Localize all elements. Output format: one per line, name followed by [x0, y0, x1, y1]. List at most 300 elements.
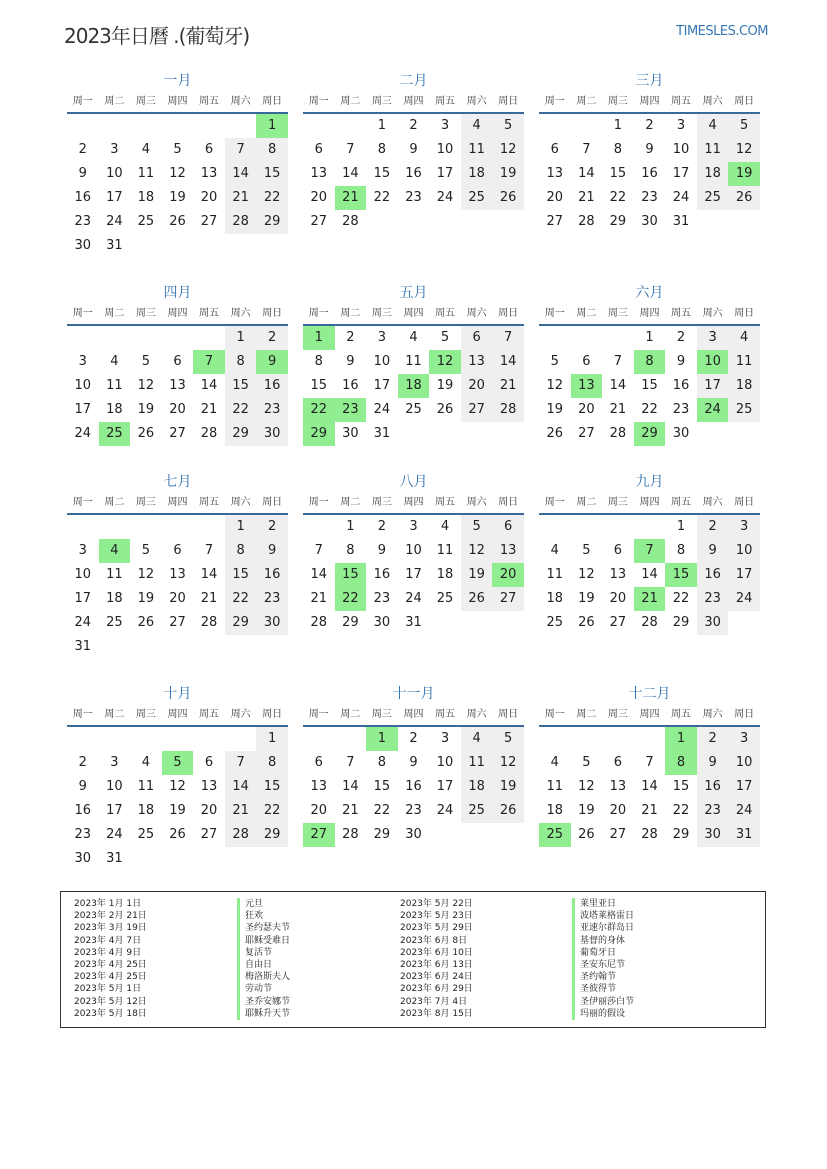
- day-cell: 28: [342, 827, 359, 842]
- day-cell: 15: [641, 378, 658, 393]
- empty-cell: [225, 114, 257, 138]
- day-cell: 13: [609, 567, 627, 582]
- day-cell: 11: [461, 751, 493, 775]
- day-cell: 27: [310, 214, 328, 229]
- empty-cell: [67, 515, 99, 539]
- holiday-date: 2023年 5月 23日: [400, 911, 473, 922]
- weekday-label: 周五: [435, 96, 456, 107]
- day-cell: 3: [78, 354, 87, 369]
- day-cell: 29: [609, 214, 627, 229]
- day-cell: 13: [609, 779, 627, 794]
- day-cell: 18: [546, 591, 564, 606]
- day-cell: 31: [106, 851, 123, 866]
- day-cell: 3: [440, 118, 450, 133]
- month-title: 八月: [399, 474, 428, 490]
- day-grid: [67, 114, 288, 258]
- day-cell: 30: [697, 611, 729, 635]
- weekday-label: 周二: [576, 96, 597, 107]
- day-cell: 22: [641, 402, 658, 417]
- empty-cell: [634, 727, 666, 751]
- day-cell: 19: [546, 402, 564, 417]
- day-cell: 12: [169, 166, 186, 181]
- empty-cell: [130, 727, 162, 751]
- holiday-names-right: [572, 898, 634, 1020]
- weekday-label: 周一: [544, 497, 565, 508]
- day-cell: 7: [582, 142, 591, 157]
- day-cell: 18: [137, 803, 155, 818]
- day-cell: 10: [672, 142, 690, 157]
- day-cell: 25: [697, 186, 729, 210]
- weekday-label: 周日: [734, 497, 755, 508]
- day-cell: 24: [436, 803, 454, 818]
- day-grid: [539, 326, 760, 446]
- holiday-name: 狂欢: [237, 910, 290, 922]
- day-cell: 2: [409, 731, 418, 746]
- day-cell: 22: [672, 803, 690, 818]
- day-cell: 11: [137, 166, 155, 181]
- day-cell: 19: [461, 563, 493, 587]
- day-cell: 17: [373, 378, 391, 393]
- day-cell: 31: [728, 823, 760, 847]
- day-cell: 20: [169, 402, 186, 417]
- day-cell: 1: [225, 515, 257, 539]
- day-cell: 12: [169, 779, 186, 794]
- day-cell: 1: [613, 118, 623, 133]
- page-title: 2023年日曆 .(葡萄牙): [64, 24, 250, 48]
- holiday-name: 圣伊丽莎白节: [572, 996, 634, 1008]
- month-6: [539, 282, 760, 446]
- weekday-label: 周日: [262, 709, 283, 720]
- day-cell: 11: [728, 350, 760, 374]
- day-cell: 26: [137, 615, 155, 630]
- day-cell: 21: [609, 402, 627, 417]
- weekday-label: 周四: [639, 308, 660, 319]
- weekday-label: 周一: [72, 709, 93, 720]
- day-cell: 17: [728, 563, 760, 587]
- day-cell: 17: [106, 190, 123, 205]
- weekday-label: 周二: [576, 308, 597, 319]
- day-cell: 17: [106, 803, 123, 818]
- weekday-label: 周五: [435, 308, 456, 319]
- weekday-header: [303, 304, 524, 326]
- day-cell: 22: [256, 799, 288, 823]
- holiday-date: 2023年 6月 8日: [400, 935, 468, 946]
- empty-cell: [335, 727, 367, 751]
- day-cell: 9: [409, 142, 418, 157]
- day-cell: 3: [377, 330, 387, 345]
- weekday-label: 周日: [262, 96, 283, 107]
- weekday-label: 周四: [167, 308, 188, 319]
- weekday-label: 周五: [199, 497, 220, 508]
- weekday-label: 周三: [607, 709, 628, 720]
- weekday-label: 周三: [371, 709, 392, 720]
- weekday-header: [539, 493, 760, 515]
- day-cell: 4: [550, 755, 559, 770]
- day-cell: 21: [342, 803, 359, 818]
- weekday-label: 周六: [702, 308, 723, 319]
- site-logo-text[interactable]: TIMESLES.COM: [676, 24, 768, 39]
- holiday-date: 2023年 5月 29日: [400, 923, 473, 934]
- day-cell: 8: [225, 539, 257, 563]
- day-cell: 24: [106, 214, 123, 229]
- day-cell: 18: [436, 567, 454, 582]
- day-cell: 8: [613, 142, 623, 157]
- day-cell: 26: [578, 827, 595, 842]
- holiday-name: 波塔莱格雷日: [572, 910, 634, 922]
- day-cell: 7: [613, 354, 623, 369]
- day-cell: 12: [728, 138, 760, 162]
- day-cell: 28: [200, 615, 218, 630]
- day-cell: 31: [106, 238, 123, 253]
- empty-cell: [539, 326, 571, 350]
- day-cell: 7: [314, 543, 323, 558]
- weekday-label: 周六: [702, 497, 723, 508]
- day-cell: 21: [335, 186, 367, 210]
- day-cell: 10: [436, 142, 454, 157]
- day-cell: 11: [137, 779, 155, 794]
- empty-cell: [99, 114, 131, 138]
- day-cell: 10: [74, 378, 92, 393]
- day-cell: 25: [99, 422, 131, 446]
- day-grid: [303, 515, 524, 635]
- weekday-header: [303, 493, 524, 515]
- day-cell: 20: [546, 190, 564, 205]
- holiday-date: 2023年 6月 10日: [400, 947, 473, 958]
- weekday-label: 周日: [734, 308, 755, 319]
- day-cell: 22: [303, 398, 335, 422]
- weekday-label: 周五: [199, 96, 220, 107]
- day-cell: 10: [697, 350, 729, 374]
- day-cell: 13: [169, 378, 186, 393]
- day-cell: 6: [314, 142, 323, 157]
- weekday-label: 周六: [466, 308, 487, 319]
- day-cell: 12: [461, 539, 493, 563]
- day-cell: 20: [169, 591, 186, 606]
- day-cell: 23: [335, 398, 367, 422]
- empty-cell: [571, 326, 603, 350]
- month-12: [539, 683, 760, 847]
- day-cell: 28: [641, 615, 658, 630]
- day-cell: 16: [342, 378, 359, 393]
- day-cell: 6: [204, 142, 214, 157]
- day-cell: 1: [676, 519, 686, 534]
- day-cell: 21: [225, 186, 257, 210]
- day-cell: 29: [342, 615, 359, 630]
- day-cell: 25: [137, 827, 155, 842]
- day-cell: 1: [366, 727, 398, 751]
- day-cell: 26: [169, 214, 186, 229]
- day-cell: 26: [436, 402, 454, 417]
- day-cell: 14: [342, 166, 359, 181]
- day-cell: 21: [310, 591, 328, 606]
- empty-cell: [539, 515, 571, 539]
- day-cell: 21: [492, 374, 524, 398]
- day-cell: 1: [256, 727, 288, 751]
- day-cell: 23: [697, 799, 729, 823]
- day-cell: 22: [256, 186, 288, 210]
- empty-cell: [193, 114, 225, 138]
- day-cell: 6: [550, 142, 559, 157]
- day-cell: 30: [405, 827, 422, 842]
- day-cell: 1: [645, 330, 654, 345]
- day-cell: 16: [405, 779, 422, 794]
- empty-cell: [335, 114, 367, 138]
- day-cell: 18: [398, 374, 430, 398]
- empty-cell: [67, 326, 99, 350]
- day-cell: 6: [582, 354, 591, 369]
- empty-cell: [162, 114, 194, 138]
- day-cell: 4: [110, 354, 119, 369]
- day-cell: 15: [310, 378, 328, 393]
- holiday-date: 2023年 5月 18日: [74, 1008, 147, 1019]
- month-11: [303, 683, 524, 847]
- empty-cell: [602, 326, 634, 350]
- day-cell: 21: [200, 402, 218, 417]
- month-2: [303, 70, 524, 234]
- month-title: 四月: [163, 285, 192, 301]
- day-cell: 28: [225, 823, 257, 847]
- day-cell: 2: [645, 118, 654, 133]
- month-3: [539, 70, 760, 234]
- day-cell: 23: [641, 190, 658, 205]
- weekday-header: [303, 92, 524, 114]
- day-cell: 28: [578, 214, 595, 229]
- day-cell: 29: [672, 827, 690, 842]
- day-cell: 4: [461, 727, 493, 751]
- empty-cell: [130, 114, 162, 138]
- day-cell: 9: [377, 543, 387, 558]
- empty-cell: [539, 727, 571, 751]
- empty-cell: [303, 727, 335, 751]
- empty-cell: [225, 727, 257, 751]
- day-cell: 3: [110, 142, 119, 157]
- weekday-label: 周三: [607, 96, 628, 107]
- day-cell: 27: [461, 398, 493, 422]
- weekday-label: 周五: [435, 497, 456, 508]
- day-cell: 9: [645, 142, 654, 157]
- day-cell: 4: [550, 543, 559, 558]
- day-cell: 16: [641, 166, 658, 181]
- day-cell: 17: [697, 374, 729, 398]
- day-cell: 14: [578, 166, 595, 181]
- day-cell: 1: [377, 118, 387, 133]
- day-cell: 29: [225, 422, 257, 446]
- weekday-label: 周一: [72, 308, 93, 319]
- empty-cell: [99, 326, 131, 350]
- empty-cell: [162, 727, 194, 751]
- day-cell: 18: [106, 591, 123, 606]
- day-cell: 15: [225, 563, 257, 587]
- empty-cell: [162, 515, 194, 539]
- month-title: 十一月: [392, 686, 435, 702]
- month-8: [303, 471, 524, 635]
- weekday-label: 周二: [340, 308, 361, 319]
- empty-cell: [99, 515, 131, 539]
- month-title: 十二月: [628, 686, 671, 702]
- weekday-label: 周三: [135, 308, 156, 319]
- day-cell: 13: [200, 779, 218, 794]
- day-grid: [539, 114, 760, 234]
- day-cell: 3: [440, 731, 450, 746]
- day-cell: 7: [645, 755, 654, 770]
- day-cell: 26: [169, 827, 186, 842]
- day-cell: 25: [461, 799, 493, 823]
- holiday-date: 2023年 2月 21日: [74, 911, 147, 922]
- day-cell: 8: [225, 350, 257, 374]
- weekday-label: 周日: [734, 96, 755, 107]
- holiday-name: 圣约翰节: [572, 971, 634, 983]
- holiday-name: 耶稣升天节: [237, 1008, 290, 1020]
- holiday-dates-right: [400, 898, 473, 1020]
- day-cell: 21: [641, 803, 658, 818]
- day-cell: 7: [193, 350, 225, 374]
- day-cell: 1: [256, 114, 288, 138]
- weekday-label: 周四: [639, 497, 660, 508]
- month-9: [539, 471, 760, 635]
- holiday-list: [60, 891, 766, 1028]
- day-cell: 15: [225, 374, 257, 398]
- weekday-label: 周日: [498, 497, 519, 508]
- day-cell: 13: [310, 166, 328, 181]
- day-cell: 7: [492, 326, 524, 350]
- day-cell: 15: [665, 563, 697, 587]
- day-cell: 10: [405, 543, 422, 558]
- day-cell: 14: [200, 378, 218, 393]
- day-cell: 8: [256, 751, 288, 775]
- empty-cell: [130, 515, 162, 539]
- empty-cell: [571, 727, 603, 751]
- day-cell: 23: [405, 803, 422, 818]
- day-grid: [539, 515, 760, 635]
- day-cell: 27: [200, 214, 218, 229]
- weekday-label: 周一: [544, 96, 565, 107]
- day-cell: 12: [492, 751, 524, 775]
- holiday-name: 梅洛斯夫人: [237, 971, 290, 983]
- day-cell: 29: [303, 422, 335, 446]
- day-cell: 19: [137, 402, 155, 417]
- day-cell: 13: [169, 567, 186, 582]
- empty-cell: [303, 114, 335, 138]
- day-cell: 31: [74, 639, 92, 654]
- day-cell: 14: [641, 567, 658, 582]
- day-cell: 13: [492, 539, 524, 563]
- day-grid: [303, 114, 524, 234]
- day-cell: 8: [377, 142, 387, 157]
- day-cell: 9: [256, 350, 288, 374]
- weekday-label: 周五: [671, 497, 692, 508]
- holiday-names-left: [237, 898, 290, 1020]
- day-cell: 10: [436, 755, 454, 770]
- weekday-label: 周一: [544, 709, 565, 720]
- weekday-label: 周五: [671, 96, 692, 107]
- day-cell: 9: [78, 779, 87, 794]
- day-cell: 12: [578, 567, 595, 582]
- day-cell: 28: [641, 827, 658, 842]
- empty-cell: [162, 326, 194, 350]
- day-cell: 22: [609, 190, 627, 205]
- day-cell: 26: [137, 426, 155, 441]
- day-grid: [67, 326, 288, 446]
- day-grid: [539, 727, 760, 847]
- empty-cell: [67, 727, 99, 751]
- weekday-header: [303, 705, 524, 727]
- day-cell: 27: [169, 615, 186, 630]
- day-cell: 1: [665, 727, 697, 751]
- day-cell: 10: [373, 354, 391, 369]
- day-cell: 2: [697, 727, 729, 751]
- month-title: 七月: [163, 474, 192, 490]
- weekday-label: 周一: [72, 96, 93, 107]
- day-cell: 23: [256, 398, 288, 422]
- day-cell: 9: [409, 755, 418, 770]
- day-cell: 23: [697, 587, 729, 611]
- day-cell: 25: [137, 214, 155, 229]
- empty-cell: [571, 515, 603, 539]
- day-cell: 27: [578, 426, 595, 441]
- weekday-label: 周日: [498, 96, 519, 107]
- day-cell: 28: [200, 426, 218, 441]
- holiday-name: 圣乔安娜节: [237, 996, 290, 1008]
- holiday-date: 2023年 7月 4日: [400, 996, 468, 1007]
- day-grid: [67, 727, 288, 871]
- day-cell: 29: [256, 823, 288, 847]
- holiday-date: 2023年 1月 1日: [74, 899, 142, 909]
- day-cell: 6: [173, 354, 182, 369]
- day-cell: 24: [728, 799, 760, 823]
- day-cell: 28: [225, 210, 257, 234]
- day-cell: 10: [728, 751, 760, 775]
- day-cell: 6: [173, 543, 182, 558]
- weekday-label: 周二: [104, 497, 125, 508]
- day-cell: 29: [634, 422, 666, 446]
- holiday-date: 2023年 6月 13日: [400, 959, 473, 970]
- day-cell: 9: [697, 751, 729, 775]
- day-cell: 26: [492, 186, 524, 210]
- day-grid: [67, 515, 288, 659]
- day-cell: 23: [405, 190, 422, 205]
- day-cell: 28: [342, 214, 359, 229]
- day-cell: 4: [141, 142, 151, 157]
- day-cell: 20: [492, 563, 524, 587]
- empty-cell: [539, 114, 571, 138]
- day-cell: 1: [303, 326, 335, 350]
- weekday-label: 周六: [230, 308, 251, 319]
- day-cell: 14: [609, 378, 627, 393]
- day-cell: 14: [225, 162, 257, 186]
- day-cell: 16: [672, 378, 690, 393]
- day-cell: 31: [373, 426, 391, 441]
- month-10: [67, 683, 288, 871]
- day-cell: 4: [99, 539, 131, 563]
- day-cell: 8: [377, 755, 387, 770]
- day-cell: 18: [697, 162, 729, 186]
- day-cell: 23: [256, 587, 288, 611]
- day-cell: 7: [225, 138, 257, 162]
- holiday-name: 劳动节: [237, 983, 290, 995]
- day-cell: 18: [546, 803, 564, 818]
- day-cell: 19: [578, 803, 595, 818]
- day-cell: 10: [74, 567, 92, 582]
- day-cell: 5: [461, 515, 493, 539]
- weekday-label: 周一: [308, 308, 329, 319]
- day-cell: 8: [314, 354, 323, 369]
- day-cell: 17: [728, 775, 760, 799]
- holiday-dates-left: [74, 898, 147, 1020]
- day-cell: 11: [697, 138, 729, 162]
- day-cell: 17: [672, 166, 690, 181]
- holiday-name: 元旦: [237, 898, 290, 910]
- day-cell: 9: [697, 539, 729, 563]
